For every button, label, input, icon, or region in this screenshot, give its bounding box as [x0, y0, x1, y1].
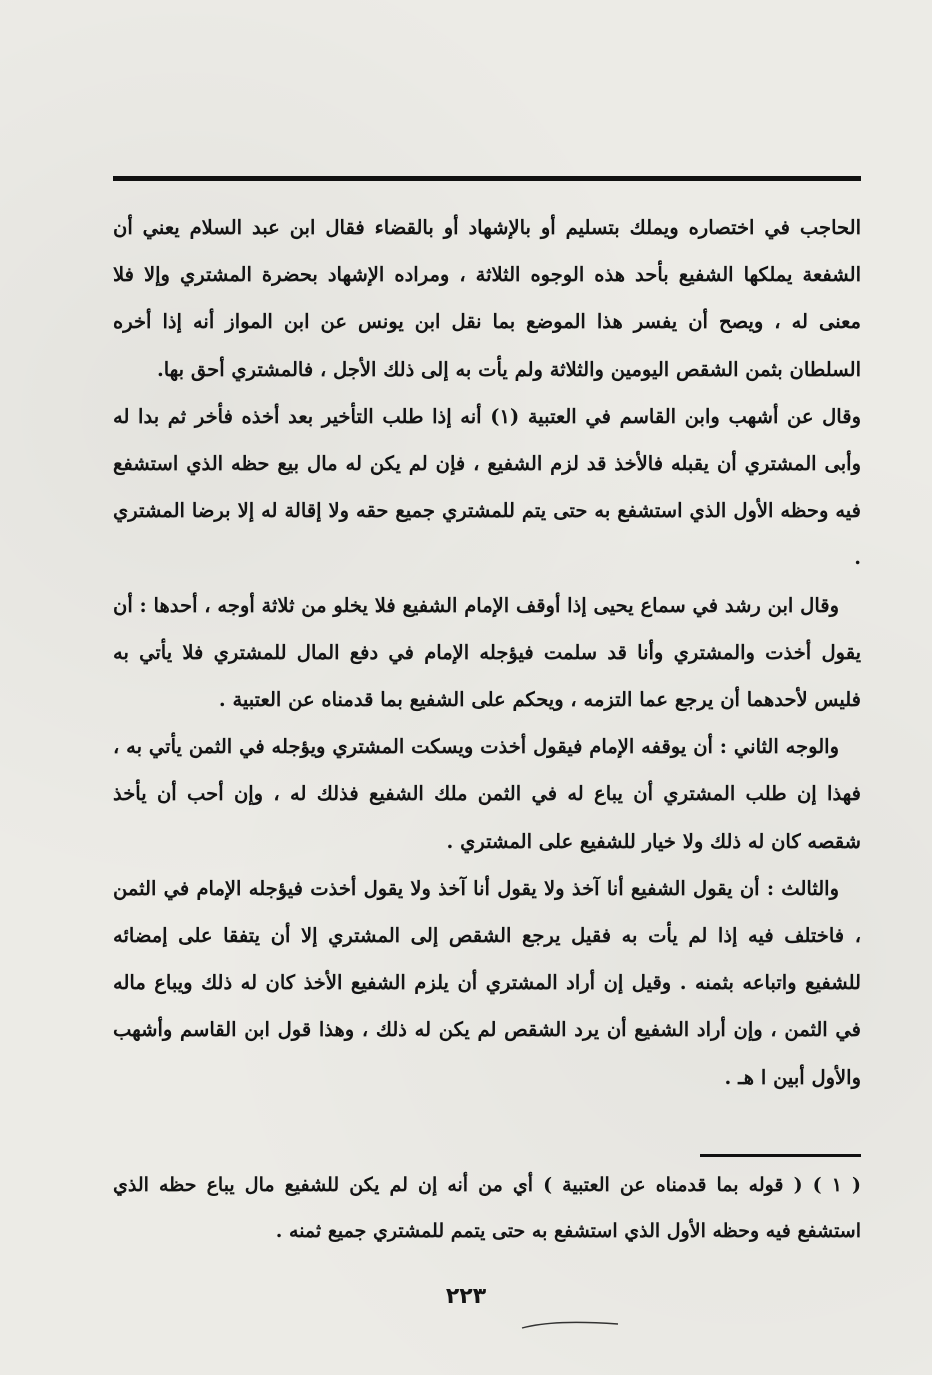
footnote-text: ( ١ ) ( قوله بما قدمناه عن العتبية ) أي من أنه إن لم يكن للشفيع مال يباع حظه الذي استشفع فيه وحظه الأول الذي استشفع به حتى يتمم للمشتري جميع ثمنه . — [113, 1174, 861, 1242]
paragraph: والوجه الثاني : أن يوقفه الإمام فيقول أخذت ويسكت المشتري ويؤجله في الثمن يأتي به ، فهذا إن طلب المشتري أن يباع له في الثمن ملك الشفيع فذلك له ، وإن أحب أن يأخذ شقصه كان له ذلك ولا خيار للشفيع على المشتري . — [113, 735, 861, 853]
body-text — [113, 204, 861, 1101]
top-rule — [113, 176, 861, 181]
paragraph: وقال ابن رشد في سماع يحيى إذا أوقف الإمام الشفيع فلا يخلو من ثلاثة أوجه ، أحدها : أن يقول أخذت والمشتري وأنا قد سلمت فيؤجله الإمام في دفع المال للمشتري فلا يأتي به فليس لأحدهما أن يرجع عما التزمه ، ويحكم على الشفيع بما قدمناه عن العتبية . — [113, 593, 861, 712]
page-number: ٢٢٣ — [445, 1284, 487, 1309]
paragraph: الحاجب في اختصاره ويملك بتسليم أو بالإشهاد أو بالقضاء فقال ابن عبد السلام يعني أن الشفعة يملكها الشفيع بأحد هذه الوجوه الثلاثة ، ومراده الإشهاد بحضرة المشتري وإلا فلا معنى له ، ويصح أن يفسر هذا الموضع بما نقل ابن يونس عن ابن المواز أنه إذا أخره السلطان بثمن الشقص اليومين والثلاثة ولم يأت به إلى ذلك الأجل ، فالمشتري أحق بها. — [113, 216, 861, 381]
footnote — [113, 1162, 861, 1254]
paragraph: والثالث : أن يقول الشفيع أنا آخذ ولا يقول أنا آخذ ولا يقول أخذت فيؤجله الإمام في الثمن ، فاختلف فيه إذا لم يأت به فقيل يرجع الشقص إلى المشتري إلا أن يتفقا على إمضائه للشفيع واتباعه بثمنه . وقيل إن أراد المشتري أن يلزم الشفيع الأخذ كان له ذلك ويباع ماله في الثمن ، وإن أراد الشفيع أن يرد الشقص لم يكن له ذلك ، وهذا قول ابن القاسم وأشهب والأول أبين ا هـ . — [113, 876, 861, 1089]
footnote-rule — [700, 1154, 861, 1157]
paragraph: وقال عن أشهب وابن القاسم في العتبية (١) أنه إذا طلب التأخير بعد أخذه فأخر ثم بدا له وأبى المشتري أن يقبله فالأخذ قد لزم الشفيع ، فإن لم يكن له مال بيع حظه الذي استشفع فيه وحظه الأول الذي استشفع به حتى يتم للمشتري جميع حقه ولا إقالة له إلا برضا المشتري . — [113, 404, 861, 570]
pen-mark — [520, 1318, 620, 1332]
